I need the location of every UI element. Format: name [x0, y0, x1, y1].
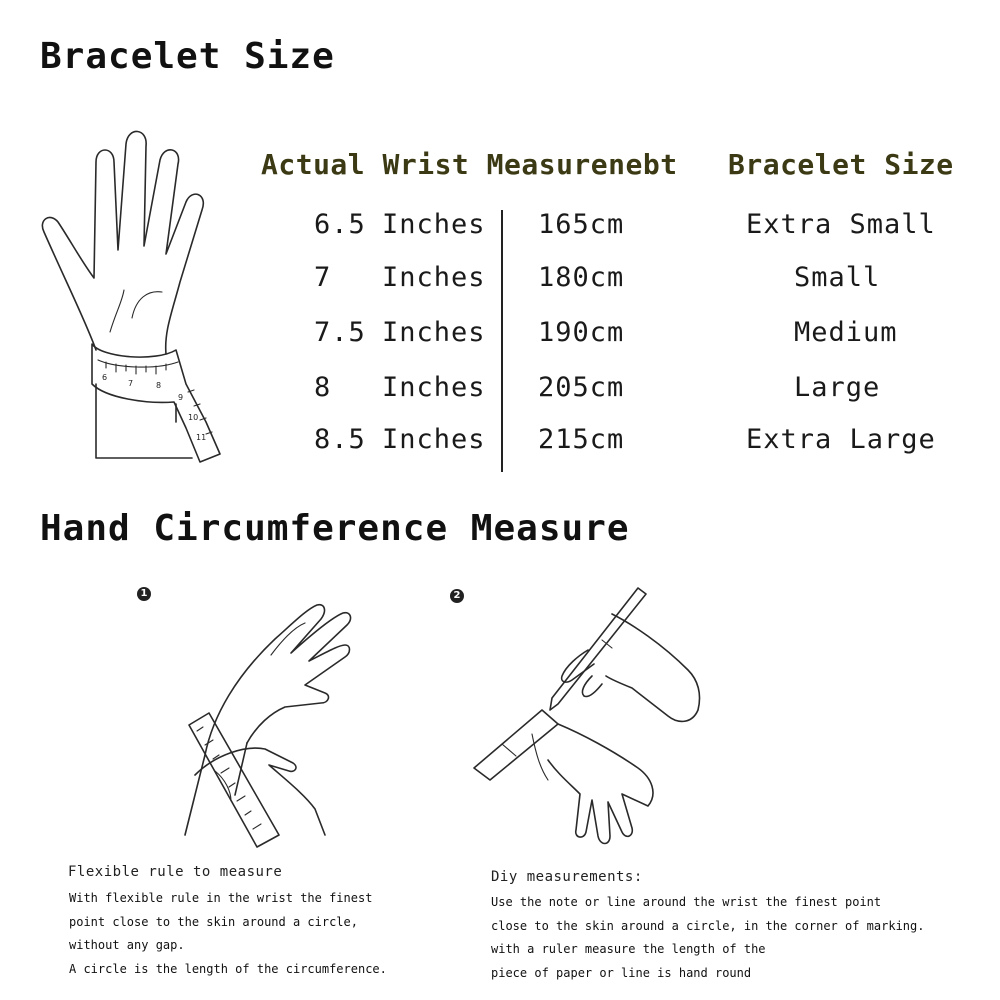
row-size: Small — [794, 262, 881, 293]
row-cm: 165cm — [538, 209, 625, 240]
step-1-line: A circle is the length of the circumference. — [69, 961, 387, 976]
row-size: Medium — [794, 317, 898, 348]
step-2-badge: 2 — [450, 589, 464, 603]
row-inches: 7 — [314, 262, 332, 293]
tape-tick-7: 7 — [128, 379, 134, 388]
row-inches: 7.5 — [314, 317, 366, 348]
step-1-title: Flexible rule to measure — [68, 864, 283, 880]
row-cm: 180cm — [538, 262, 625, 293]
step-2-description — [491, 891, 924, 985]
table-header-wrist-measurement: Actual Wrist Measurenebt — [261, 148, 678, 181]
row-cm: 215cm — [538, 424, 625, 455]
tape-tick-6: 6 — [102, 373, 108, 382]
row-cm: 205cm — [538, 372, 625, 403]
step-1-description — [69, 887, 387, 981]
step-2-line: close to the skin around a circle, in the corner of marking. — [491, 918, 925, 933]
page-title: Bracelet Size — [40, 36, 335, 77]
step-1-line: point close to the skin around a circle, — [69, 914, 358, 929]
row-size: Extra Small — [746, 209, 936, 240]
step-1-badge: 1 — [137, 587, 151, 601]
table-header-bracelet-size: Bracelet Size — [728, 148, 954, 181]
step-2-line: with a ruler measure the length of the — [491, 942, 766, 956]
step-2-title: Diy measurements: — [491, 869, 643, 885]
hand-tape-illustration — [36, 122, 236, 472]
row-size: Extra Large — [746, 424, 936, 455]
step-1-line: With flexible rule in the wrist the finest — [69, 891, 373, 905]
row-inches: 8.5 — [314, 424, 366, 455]
row-unit: Inches — [382, 209, 486, 240]
tape-tick-10: 10 — [188, 413, 199, 422]
table-divider — [501, 210, 503, 472]
tape-tick-11: 11 — [196, 433, 207, 442]
step-2-line: Use the note or line around the wrist the finest point — [491, 895, 882, 909]
section-title-hand-circumference: Hand Circumference Measure — [40, 508, 630, 549]
tape-tick-9: 9 — [178, 393, 184, 402]
row-unit: Inches — [382, 317, 486, 348]
row-unit: Inches — [382, 372, 486, 403]
wrist-ruler-illustration — [175, 595, 385, 855]
row-unit: Inches — [382, 262, 486, 293]
row-size: Large — [794, 372, 881, 403]
row-cm: 190cm — [538, 317, 625, 348]
paper-strip-marking-illustration — [462, 584, 722, 854]
step-2-line: piece of paper or line is hand round — [491, 965, 752, 980]
row-inches: 6.5 — [314, 209, 366, 240]
row-inches: 8 — [314, 372, 332, 403]
step-1-line: without any gap. — [69, 938, 185, 952]
row-unit: Inches — [382, 424, 486, 455]
tape-tick-8: 8 — [156, 381, 162, 390]
